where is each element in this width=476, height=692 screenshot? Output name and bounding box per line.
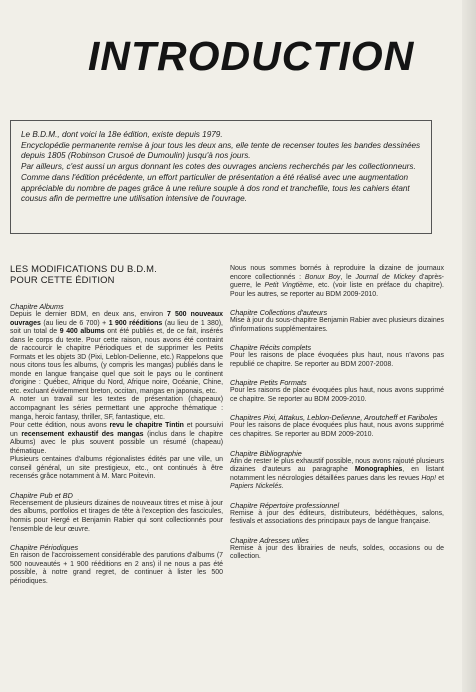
italic-run: Papiers Nickelés (230, 483, 282, 491)
intro-line-1: Le B.D.M., dont voici la 18e édition, existe depuis 1979. (21, 130, 223, 139)
section-pixi (230, 413, 444, 439)
albums-paragraph-2: A noter un travail sur les textes de présentation (chapeaux) accompagnant les séries permettant une approche thématique : manga, heroic fantasy, thriller, SF, fantastique, etc. (10, 396, 223, 421)
albums-paragraph-1 (10, 311, 223, 396)
bold-run: 7 500 nouveaux ouvrages (10, 311, 223, 327)
bold-run: 1 900 rééditions (108, 319, 163, 327)
pub-text: Recensement de plusieurs dizaines de nouveaux titres et mise à jour des albums, portfolios et tirages de tête à l'exception des fascicules, hormis pour Hergé et Benjamin Rabier qui sont collectionnés pour l'ensemble de leur œuvre. (10, 499, 223, 533)
adresses-heading: Chapitre Adresses utiles (230, 535, 309, 545)
italic-run: Journal de Mickey (355, 273, 416, 281)
text-run: d'après-guerre, le (230, 273, 444, 290)
text-run: Afin de rester le plus exhaustif possible, nous avons rajouté plusieurs dizaines d'auteurs au paragraphe (230, 457, 444, 474)
text-run: et (436, 474, 445, 482)
petits-text: Pour les raisons de place évoquées plus haut, nous avons supprimé ce chapitre. Se reporter au BDM 2009-2010. (230, 387, 444, 403)
text-run: (au lieu de 1 380), soit un total de (10, 319, 223, 336)
recits-text: Pour les raisons de place évoquées plus haut, nous n'avons pas republié ce chapitre. Se reporter au BDM 2007-2008. (230, 352, 444, 368)
pixi-text: Pour les raisons de place évoquées plus haut, nous avons supprimé ces chapitres. Se reporter au BDM 2009-2010. (230, 422, 444, 439)
recits-heading: Chapitre Récits complets (230, 343, 312, 353)
collections-text: Mise à jour du sous-chapitre Benjamin Rabier avec plusieurs dizaines d'informations supplémentaires. (230, 317, 445, 333)
text-run: , en listant notamment les nécrologies détaillées parues dans les revues (230, 466, 444, 482)
text-run: et poursuivi un (10, 422, 224, 438)
section-repertoire (230, 501, 444, 527)
petits-heading: Chapitre Petits Formats (230, 378, 307, 388)
text-run: Pour cette édition, nous avons (10, 422, 110, 430)
periodiques-continued (230, 265, 444, 299)
intro-line-2: Encyclopédie permanente remise à jour tous les deux ans, elle tente de recenser toutes les bandes dessinées depuis 1805 (Robinson Crusoé de Dumoulin) jusqu'à nos jours. (21, 140, 421, 161)
section-title-line-2: POUR CETTE ÉDITION (10, 274, 115, 285)
periodiques-heading: Chapitre Périodiques (10, 543, 79, 553)
biblio-heading: Chapitre Bibliographie (230, 448, 302, 458)
section-recits (230, 343, 444, 369)
page-edge-shadow (462, 0, 476, 692)
section-albums (10, 302, 223, 482)
intro-line-3: Par ailleurs, c'est aussi un argus donnant les cotes des ouvrages anciens recherchés par les collectionneurs. (21, 162, 416, 172)
albums-paragraph-4: Plusieurs centaines d'albums régionalistes édités par une ville, un conseil général, un site prestigieux, etc., ont continués à être recensés grâce notamment à M. Marc Poitevin. (10, 456, 223, 481)
section-title-line-1: LES MODIFICATIONS DU B.D.M. (10, 263, 157, 274)
text-run: , le (340, 273, 356, 281)
page-title: INTRODUCTION (88, 33, 415, 79)
bold-run: revu le chapitre Tintin (109, 422, 184, 430)
section-collections (230, 308, 444, 334)
section-petits-formats (230, 378, 444, 404)
repertoire-text: Remise à jour des éditeurs, distributeurs, bédéthèques, salons, festivals et associations des principaux pays de langue française. (230, 509, 444, 526)
section-adresses (230, 536, 444, 562)
text-run: Nous nous sommes bornés à reproduire la dizaine de journaux encore collectionnés : (230, 265, 444, 281)
right-column (230, 265, 444, 571)
section-pub-bd (10, 491, 223, 534)
section-periodiques (10, 543, 223, 586)
albums-paragraph-3 (10, 422, 223, 456)
bold-run: recensement exhaustif des mangas (21, 430, 144, 438)
bold-run: 9 400 albums (59, 328, 105, 336)
italic-run: Hop! (421, 474, 437, 482)
italic-run: Bonux Boy (304, 273, 341, 281)
italic-run: Petit Vingtième (264, 282, 313, 290)
intro-line-4: Comme dans l'édition précédente, un effort particulier de présentation a été réalisé avec une augmentation appréciable du nombre de pages grâce à une reliure souple à dos rond et tranchefile, tous les cahiers étant cousus afin de permettre une utilisation intensive de l'ouvrage. (21, 172, 410, 204)
repertoire-heading: Chapitre Répertoire professionnel (230, 500, 340, 510)
intro-box (10, 120, 432, 234)
pub-heading: Chapitre Pub et BD (10, 490, 73, 500)
text-run: (au lieu de 6 700) + (40, 319, 109, 327)
albums-heading: Chapitre Albums (10, 302, 64, 311)
pixi-heading: Chapitres Pixi, Attakus, Leblon-Delienne, Aroutcheff et Fariboles (230, 413, 438, 423)
bold-run: Monographies (354, 466, 403, 474)
periodiques-text: En raison de l'accroissement considérable des parutions d'albums (7 500 nouveautés + 1 900 rééditions en 2 ans) il ne nous a pas été possible, à notre grand regret, de continuer à lister les 500 périodiques. (10, 552, 223, 585)
periodiques-continued-text (230, 265, 444, 299)
text-run: , etc. (voir liste en préface du chapitre). Pour les autres, se reporter au BDM 2009-2010. (230, 282, 444, 298)
text-run: Depuis le dernier BDM, en deux ans, environ (10, 311, 168, 318)
section-bibliographie (230, 449, 444, 492)
section-title (10, 263, 225, 285)
text-run: . (281, 483, 284, 491)
left-column (10, 302, 223, 595)
biblio-text (230, 458, 444, 492)
collections-heading: Chapitre Collections d'auteurs (230, 308, 328, 318)
text-run: (inclus dans le chapitre Albums) avec le plus souvent possible un résumé (chapeau) thématique. (10, 430, 223, 455)
adresses-text: Remise à jour des librairies de neufs, soldes, occasions ou de collection. (230, 544, 444, 561)
text-run: ont été publiés et, de ce fait, insérés dans le corps du texte. Pour cette raison, nous avons été contraint de raccourcir le chapitre Périodiques et de supprimer les Petits Formats et les objets 3D (Pixi, Leblon-Delienne, etc.) Rappelons que nous citons tous les albums, (y compris les mangas) publiés dans le monde en langue française quel que soit le pays ou le continent d'origine : Québec, Afrique du Nord, Afrique noire, Océanie, Chine, etc. excluant évidemment breton, occitan, mangas en japonais, etc. (10, 328, 223, 395)
